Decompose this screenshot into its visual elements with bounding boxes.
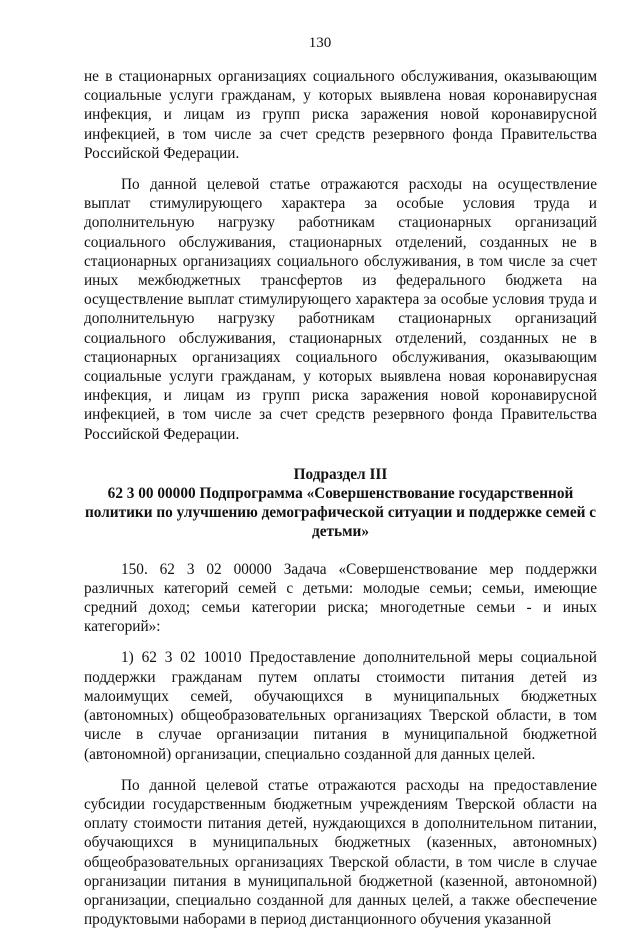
paragraph-continuation: не в стационарных организациях социального обслуживания, оказывающим социальные услуги гражданам, у которых выявлена новая коронавирусная инфекция, и лицам из групп риска заражения новой коронавирусной инфекцией, в том числе за счет средств резервного фонда Правительства Российской Федерации. xyxy=(84,68,597,162)
document-body xyxy=(84,67,597,929)
paragraph-task-150: 150. 62 3 02 00000 Задача «Совершенствование мер поддержки различных категорий семей с детьми: молодые семьи; семьи, имеющие средний доход; семьи категории риска; многодетные семьи - и иных категорий»: xyxy=(84,560,597,636)
paragraph-subsidy-description: По данной целевой статье отражаются расходы на предоставление субсидии государственным бюджетным учреждениям Тверской области на оплату стоимости питания детей, нуждающихся в дополнительном питании, обучающихся в муниципальных бюджетных (казенных, автономных) общеобразовательных организациях Тверской области, в том числе в случае организации питания в муниципальной бюджетной (казенной, автономной) организации, специально созданной для данных целей, а также обеспечение продуктовыми наборами в период дистанционного обучения указанной xyxy=(84,776,597,929)
paragraph-item-1: 1) 62 3 02 10010 Предоставление дополнительной меры социальной поддержки гражданам путем оплаты стоимости питания детей из малоимущих семей, обучающихся в муниципальных бюджетных (автономных) общеобразовательных организациях Тверской области, в том числе в случае организации питания в муниципальной бюджетной (автономной) организации, специально созданной для данных целей. xyxy=(84,649,597,763)
section-heading xyxy=(84,465,597,542)
page-number: 130 xyxy=(308,35,332,51)
paragraph-stimulating-payments: По данной целевой статье отражаются расходы на осуществление выплат стимулирующего характера за особые условия труда и дополнительную нагрузку работникам стационарных организаций социального обслуживания, стационарных отделений, созданных не в стационарных организациях социального обслуживания, в том числе за счет иных межбюджетных трансфертов из федерального бюджета на осуществление выплат стимулирующего характера за особые условия труда и дополнительную нагрузку работникам стационарных организаций социального обслуживания, стационарных отделений, созданных не в стационарных организациях социального обслуживания, оказывающим социальные услуги гражданам, у которых выявлена новая коронавирусная инфекция, и лицам из групп риска заражения новой коронавирусной инфекцией, в том числе за счет средств резервного фонда Правительства Российской Федерации. xyxy=(84,176,597,443)
subsection-title: Подраздел III xyxy=(293,465,388,483)
subprogram-title: 62 3 00 00000 Подпрограмма «Совершенствование государственной политики по улучшению демографической ситуации и поддержке семей с детьми» xyxy=(84,485,597,541)
